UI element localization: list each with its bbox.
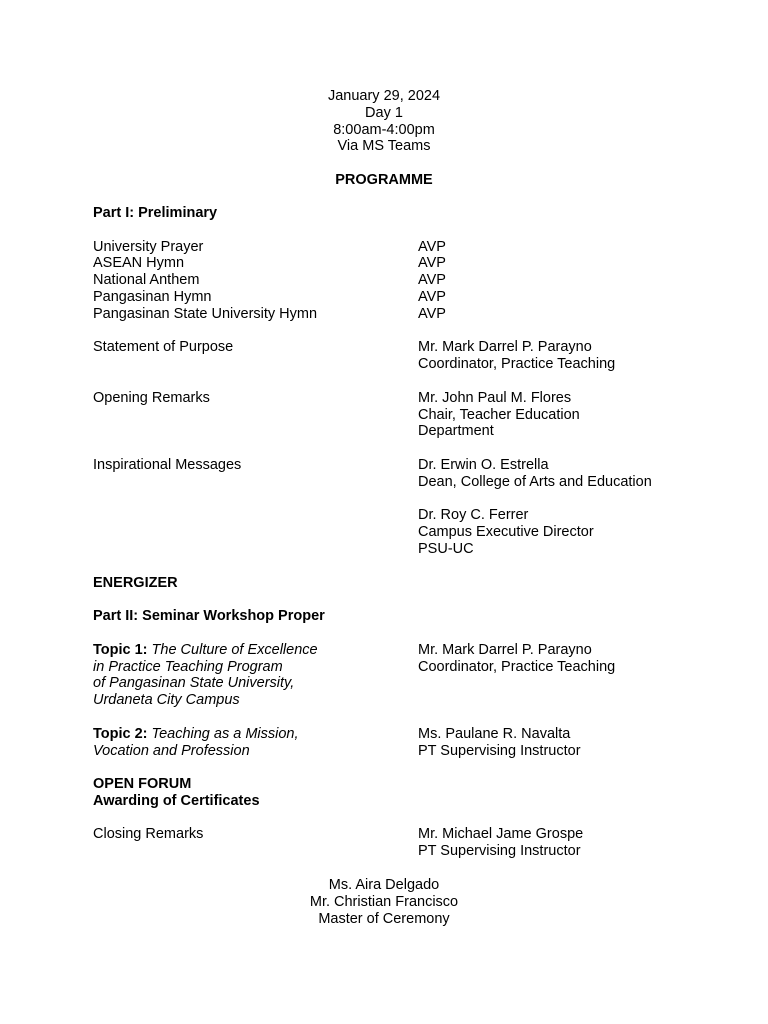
speaker-role: Campus Executive Director: [418, 524, 594, 541]
emcee-name: Ms. Aira Delgado: [328, 877, 440, 893]
event-date: January 29, 2024: [327, 88, 441, 104]
topic-title: of Pangasinan State University,: [93, 675, 295, 692]
emcee-name: Mr. Christian Francisco: [309, 893, 459, 910]
speaker-name: Mr. Michael Jame Grospe: [418, 826, 584, 843]
speaker-role: Dean, College of Arts and Education: [418, 473, 652, 490]
speaker-name: Dr. Roy C. Ferrer: [418, 507, 529, 524]
speaker-role: PT Supervising Instructor: [418, 742, 581, 759]
open-forum-heading: OPEN FORUM: [93, 776, 192, 793]
speaker-role: Coordinator, Practice Teaching: [418, 658, 616, 675]
programme-item: [93, 239, 733, 256]
topic-label: Topic 1:: [93, 641, 148, 658]
programme-item: [93, 306, 733, 323]
opening-remarks: [93, 390, 733, 440]
speaker-role: PT Supervising Instructor: [418, 843, 581, 860]
item-label: Opening Remarks: [93, 389, 210, 406]
topic-title: The Culture of Excellence: [151, 641, 318, 658]
item-label: Inspirational Messages: [93, 456, 242, 473]
speaker-name: Mr. Mark Darrel P. Parayno: [418, 641, 592, 658]
awarding-heading: Awarding of Certificates: [93, 792, 260, 809]
item-label: National Anthem: [93, 272, 200, 289]
part2-heading: Part II: Seminar Workshop Proper: [93, 608, 325, 625]
statement-of-purpose: [93, 339, 733, 373]
programme-item: [93, 289, 733, 306]
event-venue: Via MS Teams: [337, 138, 431, 155]
topic-1: [93, 642, 733, 709]
energizer-heading: ENERGIZER: [93, 574, 178, 591]
item-value: AVP: [418, 305, 446, 322]
closing-remarks: [93, 826, 733, 860]
inspirational-messages: [93, 457, 733, 558]
item-label: Pangasinan Hymn: [93, 288, 212, 305]
speaker-name: Dr. Erwin O. Estrella: [418, 456, 549, 473]
programme-item: [93, 255, 733, 272]
item-label: Pangasinan State University Hymn: [93, 305, 318, 322]
item-label: Closing Remarks: [93, 826, 204, 843]
item-value: AVP: [418, 255, 446, 272]
topic-title: Vocation and Profession: [93, 742, 250, 759]
programme-body: [93, 205, 733, 860]
speaker-role: PSU-UC: [418, 540, 474, 557]
item-label: ASEAN Hymn: [93, 255, 185, 272]
topic-title: Urdaneta City Campus: [93, 692, 240, 709]
speaker-role: Department: [418, 423, 494, 440]
speaker-name: Mr. John Paul M. Flores: [418, 389, 572, 406]
topic-label: Topic 2:: [93, 725, 148, 742]
part1-heading: Part I: Preliminary: [93, 205, 218, 221]
speaker-role: Coordinator, Practice Teaching: [418, 356, 616, 373]
item-label: Statement of Purpose: [93, 339, 234, 356]
page-title: PROGRAMME: [335, 172, 433, 188]
item-value: AVP: [418, 288, 446, 305]
event-time: 8:00am-4:00pm: [333, 121, 435, 138]
master-of-ceremony: [0, 877, 768, 927]
speaker-name: Ms. Paulane R. Navalta: [418, 725, 571, 742]
programme-item: [93, 272, 733, 289]
item-value: AVP: [418, 272, 446, 289]
topic-title: in Practice Teaching Program: [93, 658, 283, 675]
emcee-title: Master of Ceremony: [318, 910, 450, 927]
item-value: AVP: [418, 238, 446, 255]
speaker-role: Chair, Teacher Education: [418, 406, 580, 423]
event-header: [0, 88, 768, 155]
event-day: Day 1: [365, 104, 403, 121]
speaker-name: Mr. Mark Darrel P. Parayno: [418, 339, 592, 356]
topic-2: [93, 726, 733, 760]
item-label: University Prayer: [93, 238, 204, 255]
topic-title: Teaching as a Mission,: [151, 725, 299, 742]
